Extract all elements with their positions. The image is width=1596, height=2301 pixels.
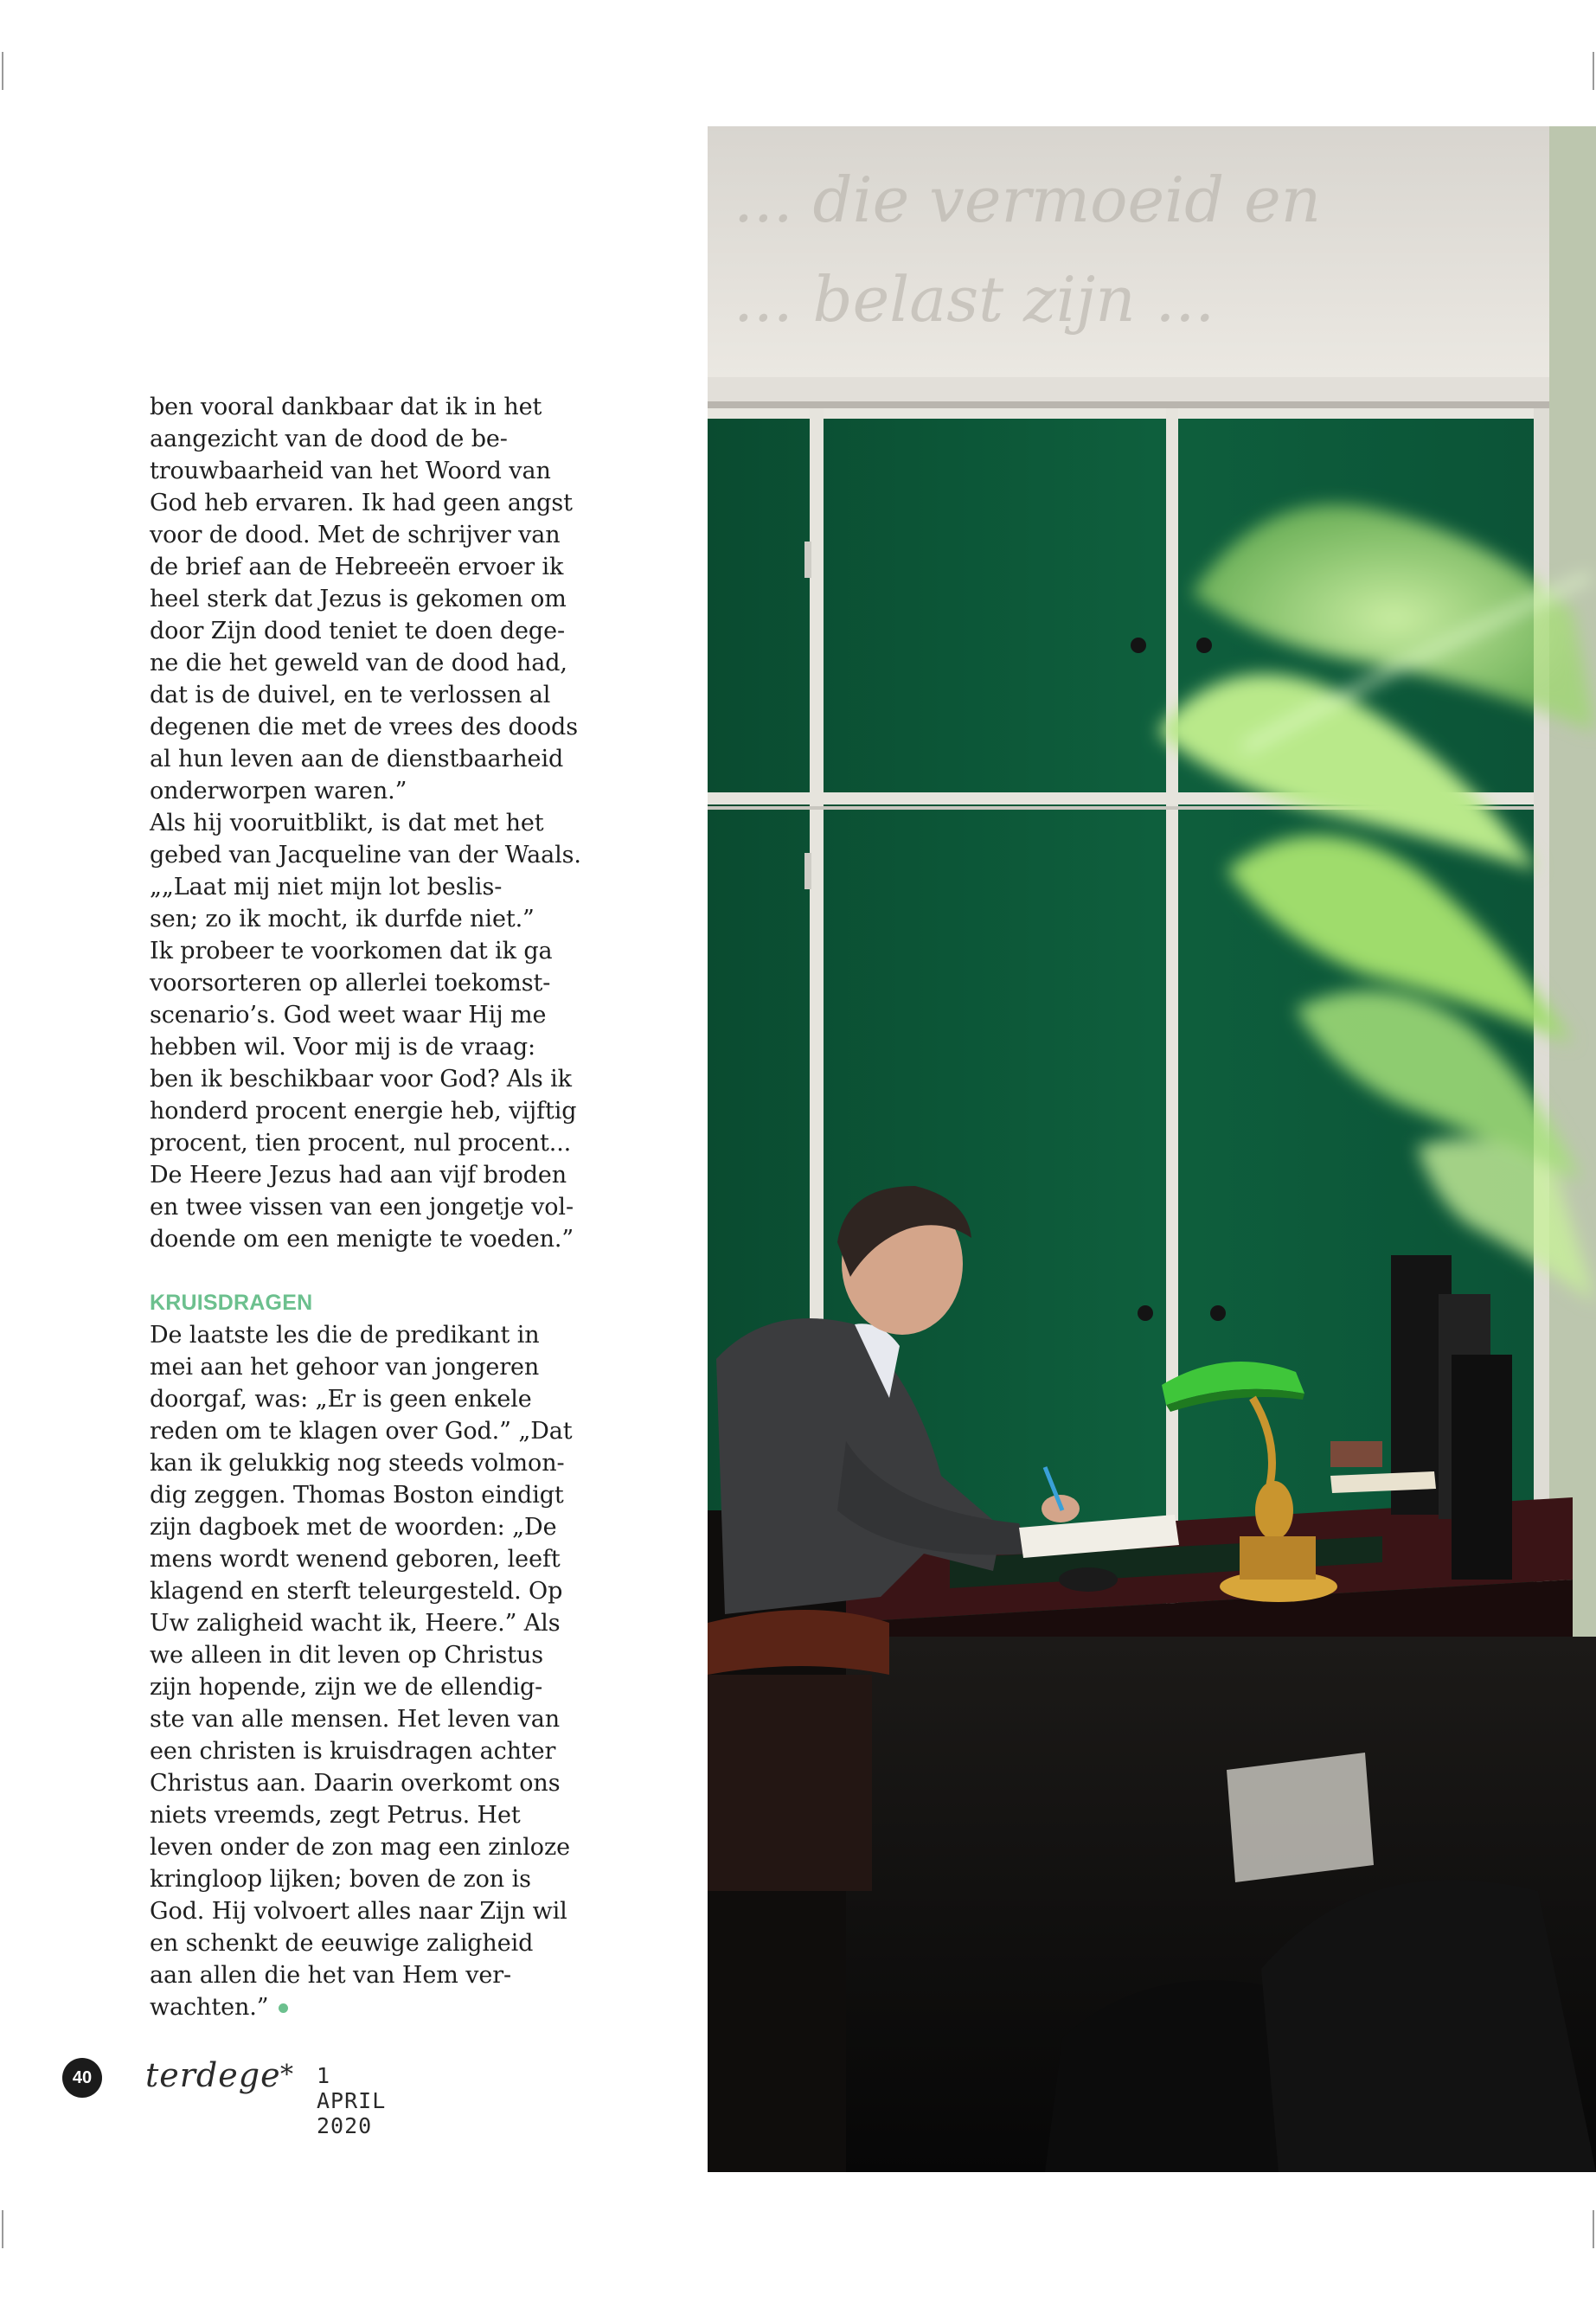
text-line: „„Laat mij niet mijn lot beslis- (150, 874, 503, 901)
text-line: hebben wil. Voor mij is de vraag: (150, 1034, 535, 1061)
text-line-last (150, 1991, 575, 2023)
text-line: aan allen die het van Hem ver- (150, 1962, 512, 1989)
magazine-logo: terdege (145, 2056, 281, 2094)
text-line: heel sterk dat Jezus is gekomen om (150, 586, 567, 612)
text-line: door Zijn dood teniet te doen dege- (150, 618, 565, 644)
text-line: Uw zaligheid wacht ik, Heere.” Als (150, 1610, 561, 1637)
article-paragraphs-b (150, 1319, 575, 2023)
text-line: ne die het geweld van de dood had, (150, 650, 567, 676)
text-line: de brief aan de Hebreeën ervoer ik (150, 554, 564, 580)
text-line: gebed van Jacqueline van der Waals. (150, 842, 581, 868)
text-line: mens wordt wenend geboren, leeft (150, 1546, 561, 1573)
asterisk-icon: * (280, 2060, 293, 2090)
text-line: Christus aan. Daarin overkomt ons (150, 1770, 561, 1797)
text-line: God. Hij volvoert alles naar Zijn wil (150, 1898, 567, 1925)
article-photo (708, 126, 1596, 2172)
text-line: klagend en sterft teleurgesteld. Op (150, 1578, 563, 1605)
text-line: ste van alle mensen. Het leven van (150, 1706, 560, 1733)
text-line: honderd procent energie heb, vijftig (150, 1098, 577, 1125)
end-mark-dot-icon (279, 2003, 288, 2013)
text-line: scenario’s. God weet waar Hij me (150, 1002, 547, 1029)
text-line: dat is de duivel, en te verlossen al (150, 682, 551, 708)
text-line: trouwbaarheid van het Woord van (150, 458, 551, 484)
text-line: en twee vissen van een jongetje vol- (150, 1194, 574, 1221)
issue-date: 1 APRIL 2020 (317, 2063, 387, 2138)
office-scene-illustration (708, 126, 1596, 2172)
text-line: een christen is kruisdragen achter (150, 1738, 556, 1765)
page-number-badge: 40 (62, 2058, 102, 2098)
text-line: ben ik beschikbaar voor God? Als ik (150, 1066, 572, 1093)
wall-text-line-1: ... die vermoeid en (734, 163, 1322, 236)
text-line: De laatste les die de predikant in (150, 1322, 540, 1349)
article-paragraphs-a (150, 391, 581, 1255)
text-line-last-text: wachten.” (150, 1994, 269, 2021)
text-line: niets vreemds, zegt Petrus. Het (150, 1802, 521, 1829)
text-line: ben vooral dankbaar dat ik in het (150, 394, 542, 420)
text-line: mei aan het gehoor van jongeren (150, 1354, 540, 1381)
text-line: Ik probeer te voorkomen dat ik ga (150, 938, 553, 965)
text-line: kringloop lijken; boven de zon is (150, 1866, 531, 1893)
section-subheading: KRUISDRAGEN (150, 1291, 313, 1315)
text-line: sen; zo ik mocht, ik durfde niet.” (150, 906, 535, 933)
crop-mark-top-right (1593, 52, 1594, 90)
text-line: zijn hopende, zijn we de ellendig- (150, 1674, 543, 1701)
text-line: leven onder de zon mag een zinloze (150, 1834, 570, 1861)
crop-mark-bottom-left (2, 2210, 3, 2248)
text-line: reden om te klagen over God.” „Dat (150, 1418, 573, 1445)
text-line: kan ik gelukkig nog steeds volmon- (150, 1450, 565, 1477)
text-line: voor de dood. Met de schrijver van (150, 522, 561, 548)
text-line: en schenkt de eeuwige zaligheid (150, 1930, 534, 1957)
text-line: dig zeggen. Thomas Boston eindigt (150, 1482, 564, 1509)
text-line: voorsorteren op allerlei toekomst- (150, 970, 551, 997)
text-line: degenen die met de vrees des doods (150, 714, 578, 740)
text-line: doorgaf, was: „Er is geen enkele (150, 1386, 532, 1413)
text-line: Als hij vooruitblikt, is dat met het (150, 810, 544, 836)
crop-mark-bottom-right (1593, 2210, 1594, 2248)
text-line: zijn dagboek met de woorden: „De (150, 1514, 557, 1541)
text-line: aangezicht van de dood de be- (150, 426, 508, 452)
text-line: onderworpen waren.” (150, 778, 407, 804)
text-line: al hun leven aan de dienstbaarheid (150, 746, 564, 772)
article-column (150, 391, 581, 2023)
text-line: De Heere Jezus had aan vijf broden (150, 1162, 567, 1189)
text-line: procent, tien procent, nul procent... (150, 1130, 572, 1157)
text-line: we alleen in dit leven op Christus (150, 1642, 544, 1669)
text-line: God heb ervaren. Ik had geen angst (150, 490, 573, 516)
wall-text-line-2: ... belast zijn ... (734, 263, 1215, 336)
crop-mark-top-left (2, 52, 3, 90)
text-line: doende om een menigte te voeden.” (150, 1226, 574, 1253)
